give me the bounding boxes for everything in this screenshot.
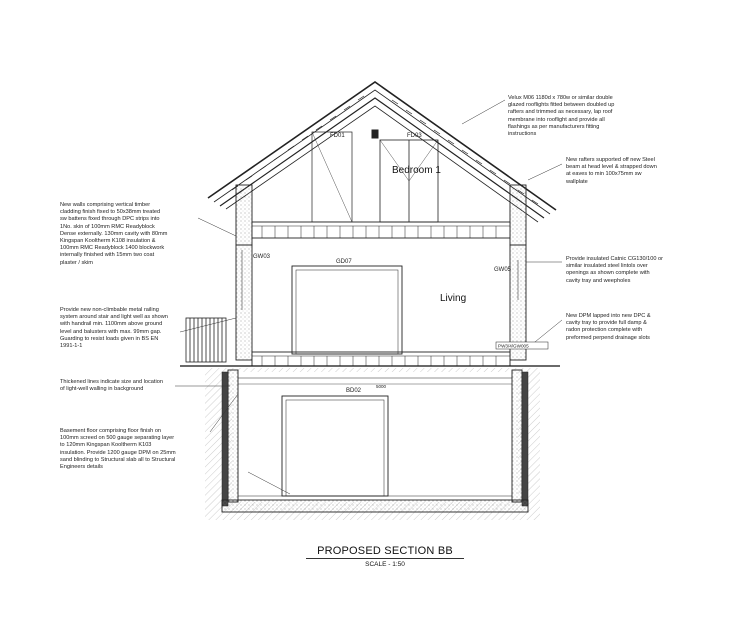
drawing-scale: SCALE - 1:50 <box>365 561 405 568</box>
door-gd07 <box>292 266 402 354</box>
drawing-title: PROPOSED SECTION BB <box>317 545 453 557</box>
note-walls: New walls comprising vertical timber cladding finish fixed to 50x38mm treated sw battens fixed through DPC strips into 1No. skin of 100mm RMC Readyblock Dense externally. 130mm cavity with 80mm Kingspan Kooltherm K108 insulation & 100mm RMC Readyblock 1400 blockwork internally finished with 15mm two coat plaster / skim <box>60 202 168 266</box>
tag-fd03: FD03 <box>407 133 422 139</box>
tag-gw05: GW05 <box>494 267 512 273</box>
ground-hatching <box>205 368 540 520</box>
roof <box>208 82 556 222</box>
tag-gd07: GD07 <box>336 259 352 265</box>
note-thickened: Thickened lines indicate size and location of light-well walling in background <box>60 379 163 393</box>
note-rafters: New rafters supported off new Steel beam at head level & strapped down at eaves to min 100x75mm sw wallplate <box>566 157 657 185</box>
room-bedroom: Bedroom 1 <box>392 165 441 176</box>
note-lintels: Provide insulated Catnic CG130/100 or similar insulated steel lintols over openings as shown complete with cavity tray and weepholes <box>566 256 664 284</box>
note-velux: Velux M06 1180d x 780w or similar double glazed rooflights fitted between doubled up rafters and trimmed as necessary, lap roof membrane into rooflight and provide all flashings as per manufacturers fitting instructions <box>508 95 615 138</box>
first-floor-walls <box>236 185 526 245</box>
note-dpm: New DPM lapped into new DPC & cavity tray to provide full damp & radon protection complete with preformed perpend drainage slots <box>566 313 651 341</box>
note-basement: Basement floor comprising floor finish on 100mm screed on 500 gauge separating layer to 120mm Kingspan Kooltherm K103 insulation. Provide 1200 gauge DPM on 25mm sand blinding to Structural slab all to Structural Engineers details <box>60 428 176 471</box>
tag-gw03: GW03 <box>253 254 271 260</box>
ground-floor-walls <box>236 245 526 366</box>
tag-fd01: FD01 <box>330 133 345 139</box>
note-railing: Provide new non-climbable metal railing system around stair and light well as shown with handrail min. 1100mm above ground level and balusters with max. 99mm gap. Guarding to resist loads given in BS EN 1991-1-1 <box>60 307 168 350</box>
tag-bd02: BD02 <box>346 388 362 394</box>
dimension-label: 5000 <box>376 384 387 389</box>
title-underline <box>306 558 464 559</box>
tag-window: PW3/4/GW005 <box>498 343 529 349</box>
room-living: Living <box>440 293 467 304</box>
door-fd03 <box>380 140 438 222</box>
